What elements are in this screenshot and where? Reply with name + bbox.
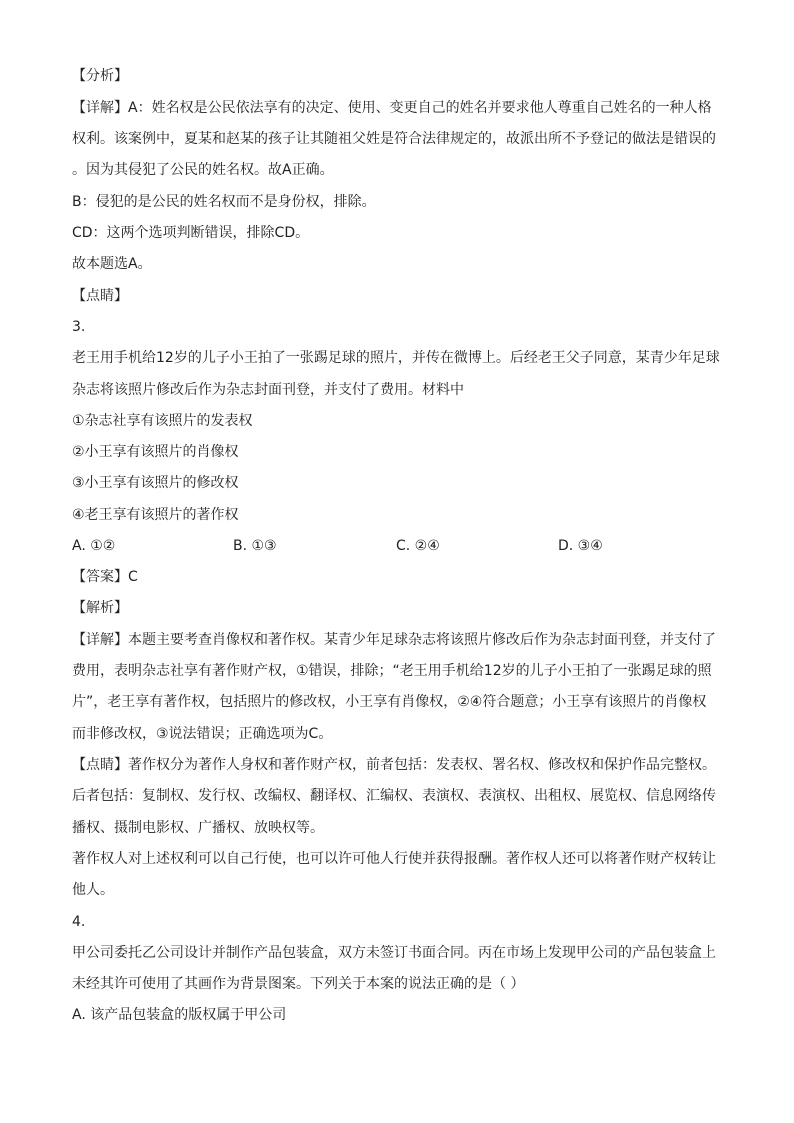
question-number: 4. [72,914,86,930]
question-text: 老王用手机给12岁的儿子小王拍了一张踢足球的照片，并传在微博上。后经老王父子同意，某青少年足球 [72,350,720,366]
text-line: 【详解】A：姓名权是公民依法享有的决定、使用、变更自己的姓名并要求他人尊重自己姓名的一种人格 [72,100,712,116]
text-line: 【点睛】著作权分为著作人身权和著作财产权，前者包括：发表权、署名权、修改权和保护作品完整权。 [72,757,716,773]
text-line: 后者包括：复制权、发行权、改编权、翻译权、汇编权、表演权、表演权、出租权、展览权、信息网络传 [72,788,716,804]
text-line: 权利。该案例中，夏某和赵某的孩子让其随祖父姓是符合法律规定的，故派出所不予登记的做法是错误的 [72,131,716,147]
section-heading-explanation: 【解析】 [72,600,128,616]
text-line: CD：这两个选项判断错误，排除CD。 [72,225,310,241]
text-line: 【详解】本题主要考查肖像权和著作权。某青少年足球杂志将该照片修改后作为杂志封面刊登，并支付了 [72,632,716,648]
option-d: D. ③④ [558,538,603,554]
text-line: 费用，表明杂志社享有著作财产权，①错误，排除；“老王用手机给12岁的儿子小王拍了一张踢足球的照 [72,663,712,679]
option-a: A. 该产品包装盒的版权属于甲公司 [72,1007,287,1023]
statement-item: ②小王享有该照片的肖像权 [72,444,239,460]
option-b: B. ①③ [233,538,277,554]
text-line: 著作权人对上述权利可以自己行使，也可以许可他人行使并获得报酬。著作权人还可以将著作财产权转让 [72,851,716,867]
question-text: 未经其许可使用了其画作为背景图案。下列关于本案的说法正确的是（ ） [72,976,525,992]
option-c: C. ②④ [396,538,440,554]
question-text: 甲公司委托乙公司设计并制作产品包装盒，双方未签订书面合同。丙在市场上发现甲公司的产品包装盒上 [72,945,716,961]
text-line: 。因为其侵犯了公民的姓名权。故A正确。 [72,162,334,178]
section-heading-tip: 【点睛】 [72,288,128,304]
text-line: 他人。 [72,882,114,898]
statement-item: ④老王享有该照片的著作权 [72,507,239,523]
text-line: 故本题选A。 [72,256,152,272]
question-text: 杂志将该照片修改后作为杂志封面刊登，并支付了费用。材料中 [72,382,464,398]
answer-line: 【答案】C [72,569,138,585]
text-line: 片”，老王享有著作权，包括照片的修改权，小王享有肖像权，②④符合题意；小王享有该照片的肖像权 [72,694,707,710]
statement-item: ③小王享有该照片的修改权 [72,475,239,491]
text-line: B：侵犯的是公民的姓名权而不是身份权，排除。 [72,194,376,210]
text-line: 而非修改权，③说法错误；正确选项为C。 [72,726,333,742]
question-number: 3. [72,319,86,335]
text-line: 播权、摄制电影权、广播权、放映权等。 [72,820,324,836]
section-heading-analysis: 【分析】 [72,68,128,84]
option-a: A. ①② [72,538,116,554]
statement-item: ①杂志社享有该照片的发表权 [72,413,253,429]
